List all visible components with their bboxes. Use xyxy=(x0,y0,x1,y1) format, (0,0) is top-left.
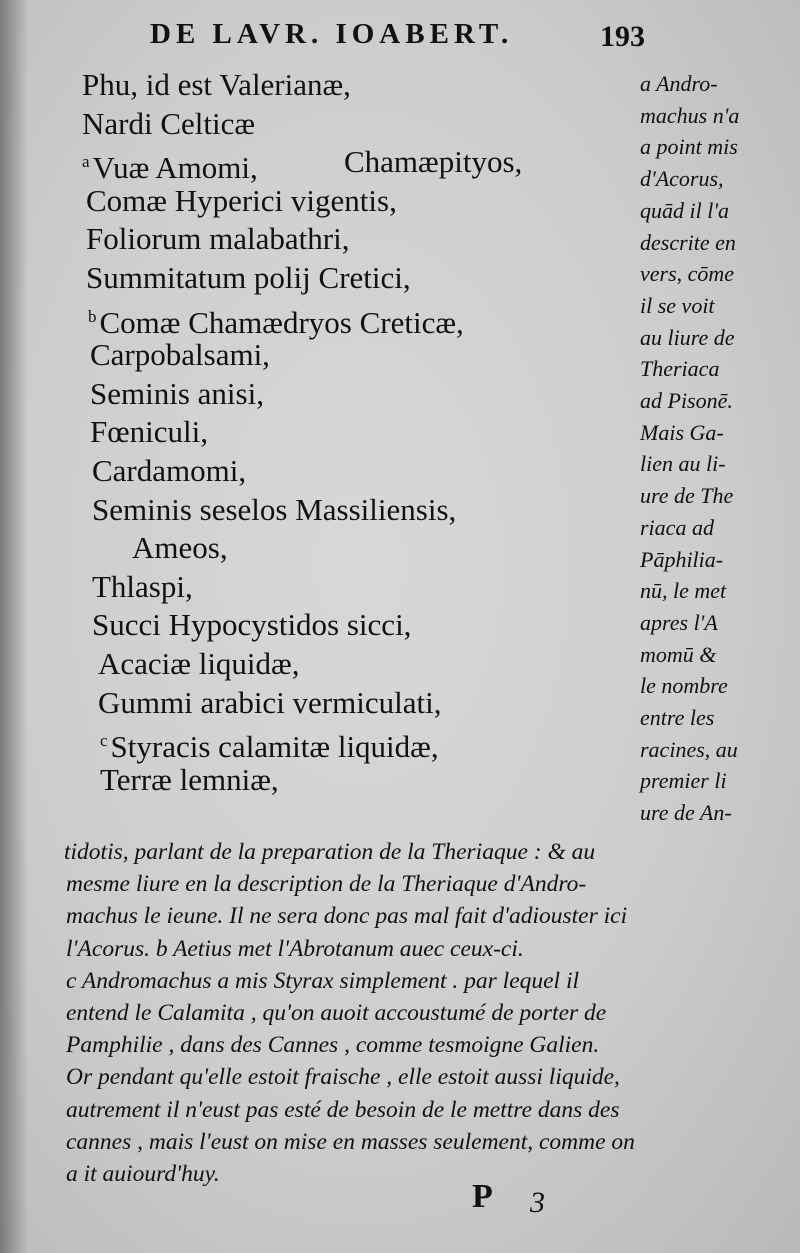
margin-note xyxy=(640,68,790,829)
margin-note-line: Theriaca xyxy=(640,356,720,382)
margin-note-line: ure de The xyxy=(640,483,734,509)
signature-mark: P xyxy=(472,1178,493,1215)
margin-note-line: riaca ad xyxy=(640,514,714,540)
margin-note-line: lien au li- xyxy=(640,451,726,477)
margin-note-line: Mais Ga- xyxy=(640,419,724,445)
ingredient-text: Styracis calamitæ liquidæ, xyxy=(110,729,439,765)
margin-note-line: quād il l'a xyxy=(640,197,730,223)
footnote-line: l'Acorus. b Aetius met l'Abrotanum auec ceux-ci. xyxy=(66,935,524,962)
note-reference-mark: c xyxy=(100,731,108,751)
ingredient-text: Thlaspi, xyxy=(92,568,193,604)
ingredient-text: Seminis anisi, xyxy=(90,375,264,411)
footnotes xyxy=(66,836,796,1190)
margin-note-line: a point mis xyxy=(640,134,738,160)
ingredient-line xyxy=(82,722,642,765)
ingredient-line xyxy=(82,182,642,221)
ingredient-text: Gummi arabici vermiculati, xyxy=(98,684,442,720)
ingredient-line xyxy=(82,298,642,340)
ingredient-text: Comæ Chamædryos Creticæ, xyxy=(99,304,464,340)
margin-note-line: apres l'A xyxy=(640,609,718,635)
ingredient-line xyxy=(82,645,642,684)
ingredient-text: Comæ Hyperici vigentis, xyxy=(86,182,397,218)
ingredient-line xyxy=(82,568,642,607)
margin-note-line: machus n'a xyxy=(640,102,740,128)
ingredient-text-secondary: Chamæpityos, xyxy=(344,144,523,180)
margin-note-line: a Andro- xyxy=(640,71,718,96)
margin-note-line: racines, au xyxy=(640,736,738,762)
ingredient-text: Foliorum malabathri, xyxy=(86,221,350,257)
ingredient-text: Carpobalsami, xyxy=(90,337,270,373)
ingredient-text: Cardamomi, xyxy=(92,452,247,488)
note-reference-mark: b xyxy=(88,306,97,326)
footnote-line: machus le ieune. Il ne sera donc pas mal fait d'adiouster ici xyxy=(66,903,628,930)
footnote-line: tidotis, parlant de la preparation de la Theriaque : & au xyxy=(64,839,596,865)
ingredient-line xyxy=(82,66,642,105)
ingredient-line xyxy=(82,529,642,568)
ingredient-list xyxy=(82,66,642,799)
ingredient-text: Seminis seselos Massiliensis, xyxy=(92,491,457,527)
margin-note-line: Pāphilia- xyxy=(640,546,724,572)
footnote-line: Or pendant qu'elle estoit fraische , elle estoit aussi liquide, xyxy=(66,1064,620,1091)
ingredient-text: Nardi Celticæ xyxy=(82,105,256,141)
ingredient-line xyxy=(82,491,642,530)
margin-note-line: entre les xyxy=(640,705,715,731)
footnote-line: entend le Calamita , qu'on auoit accoustumé de porter de xyxy=(66,1000,607,1027)
ingredient-line xyxy=(82,413,642,452)
footnote-line: a it auiourd'huy. xyxy=(66,1161,220,1188)
margin-note-line: il se voit xyxy=(640,292,715,318)
signature-number: 3 xyxy=(530,1186,545,1219)
ingredient-line xyxy=(82,375,642,414)
margin-note-line: ad Pisonē. xyxy=(640,388,733,414)
margin-note-line: momū & xyxy=(640,641,717,667)
ingredient-line xyxy=(82,606,642,645)
margin-note-line: premier li xyxy=(640,768,727,794)
ingredient-line xyxy=(82,761,642,800)
margin-note-line: ure de An- xyxy=(640,800,732,826)
ingredient-text: Summitatum polij Cretici, xyxy=(86,259,411,295)
margin-note-line: le nombre xyxy=(640,673,728,699)
margin-note-line: d'Acorus, xyxy=(640,166,724,192)
ingredient-text: Ameos, xyxy=(132,530,228,566)
footnote-line: mesme liure en la description de la Theriaque d'Andro- xyxy=(66,871,587,898)
ingredient-line xyxy=(82,105,642,144)
ingredient-text: Acaciæ liquidæ, xyxy=(98,645,300,681)
page-number: 193 xyxy=(600,20,645,53)
ingredient-text: Vuæ Amomi, xyxy=(92,150,258,186)
ingredient-line xyxy=(82,452,642,491)
ingredient-line xyxy=(82,336,642,375)
ingredient-line xyxy=(82,220,642,259)
footnote-line: cannes , mais l'eust on mise en masses seulement, comme on xyxy=(66,1128,635,1155)
note-reference-mark: a xyxy=(82,152,90,172)
ingredient-line xyxy=(82,143,642,186)
margin-note-line: nū, le met xyxy=(640,578,727,604)
footnote-line: Pamphilie , dans des Cannes , comme tesmoigne Galien. xyxy=(66,1032,600,1059)
ingredient-line xyxy=(82,259,642,298)
ingredient-line xyxy=(82,684,642,723)
ingredient-text: Phu, id est Valerianæ, xyxy=(82,67,351,102)
ingredient-text: Succi Hypocystidos sicci, xyxy=(92,607,412,643)
ingredient-text: Terræ lemniæ, xyxy=(100,761,279,797)
margin-note-line: descrite en xyxy=(640,229,736,255)
margin-note-line: vers, cōme xyxy=(640,261,735,287)
footnote-line: c Andromachus a mis Styrax simplement . par lequel il xyxy=(66,967,580,994)
margin-note-line: au liure de xyxy=(640,324,735,350)
ingredient-text: Fœniculi, xyxy=(90,414,208,450)
running-head: DE LAVR. IOABERT. xyxy=(150,18,514,50)
footnote-line: autrement il n'eust pas esté de besoin de le mettre dans des xyxy=(66,1096,620,1123)
